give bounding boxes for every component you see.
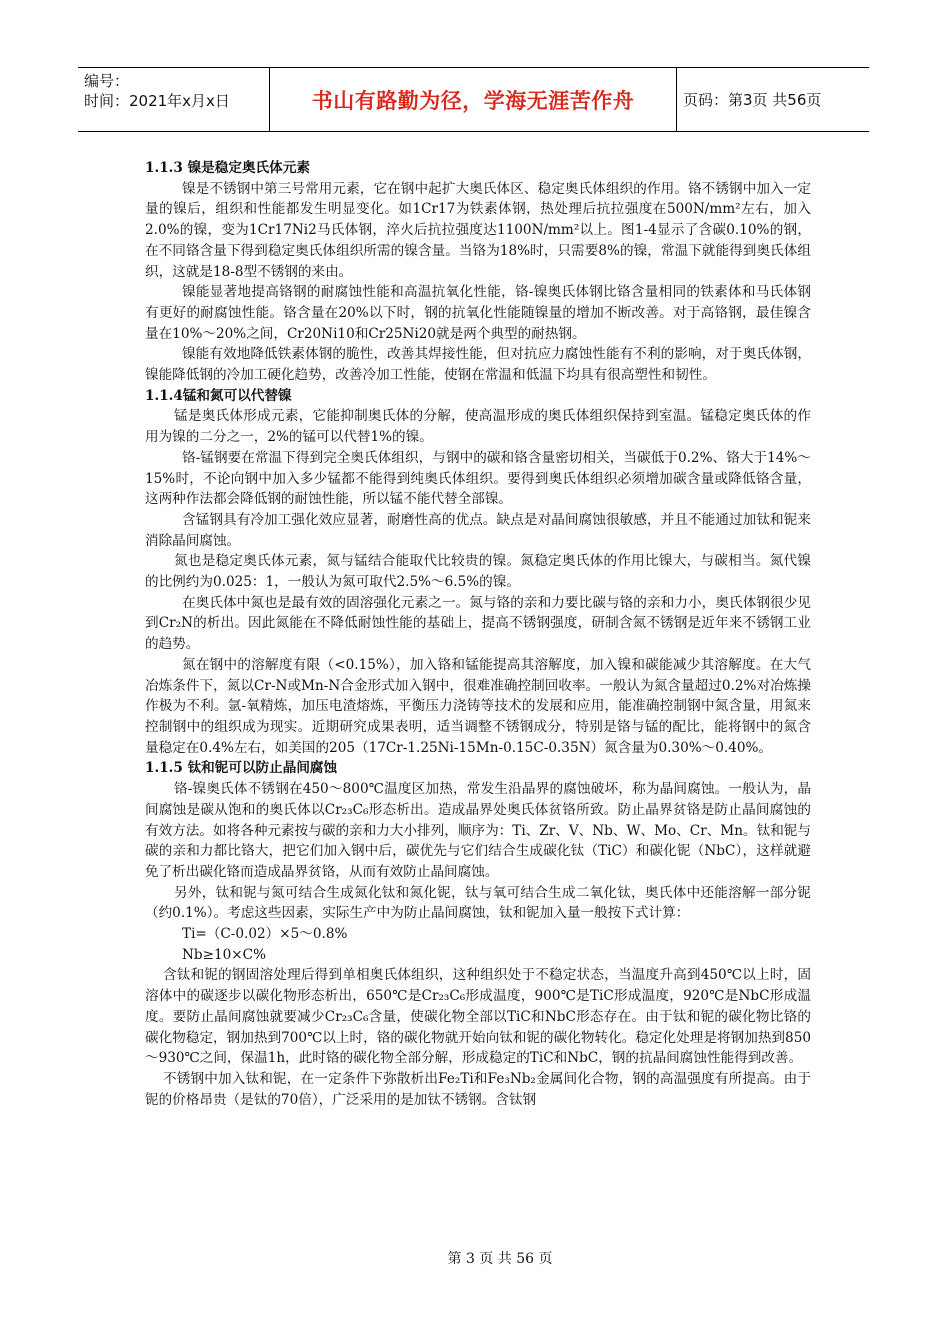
paragraph: 镍能有效地降低铁素体钢的脆性，改善其焊接性能，但对抗应力腐蚀性能有不利的影响，对于奥氏体钢，镍能降低钢的冷加工硬化趋势，改善冷加工性能，使钢在常温和低温下均具有很高塑性和韧性。: [145, 346, 811, 384]
paragraph: 氮也是稳定奥氏体元素，氮与锰结合能取代比较贵的镍。氮稳定奥氏体的作用比镍大，与碳相当。氮代镍的比例约为0.025：1，一般认为氮可取代2.5%～6.5%的镍。: [145, 553, 811, 591]
document-date-label: 时间：2021年x月x日: [84, 92, 230, 110]
paragraph: 在奥氏体中氮也是最有效的固溶强化元素之一。氮与铬的亲和力要比碳与铬的亲和力小，奥氏体钢很少见到Cr₂N的析出。因此氮能在不降低耐蚀性能的基础上，提高不锈钢强度，研制含氮不锈钢是近年来不锈钢工业的趋势。: [145, 594, 811, 653]
paragraph: 另外，钛和铌与氮可结合生成氮化钛和氮化铌，钛与氧可结合生成二氧化钛，奥氏体中还能溶解一部分铌（约0.1%）。考虑这些因素，实际生产中为防止晶间腐蚀，钛和铌加入量一般按下式计算：: [145, 884, 811, 922]
paragraph: 氮在钢中的溶解度有限（<0.15%），加入铬和锰能提高其溶解度，加入镍和碳能减少其溶解度。在大气冶炼条件下，氮以Cr-N或Mn-N合金形式加入钢中，很难准确控制回收率。一般认为氮含量超过0.2%对冶炼操作极为不利。氩-氧精炼，加压电渣熔炼，平衡压力浇铸等技术的发展和应用，能准确控制钢中氮含量，用氮来控制钢中的组织成为现实。近期研究成果表明，适当调整不锈钢成分，特别是铬与锰的配比，能将钢中的氮含量稳定在0.4%左右，如美国的205（17Cr-1.25Ni-15Mn-0.15C-0.35N）氮含量为0.30%～0.40%。: [145, 656, 811, 756]
formula: Nb≥10×C%: [182, 946, 266, 963]
section-heading: 1.1.5 钛和铌可以防止晶间腐蚀: [145, 760, 338, 777]
paragraph: 铬-镍奥氏体不锈钢在450～800℃温度区加热，常发生沿晶界的腐蚀破坏，称为晶间腐蚀。一般认为，晶间腐蚀是碳从饱和的奥氏体以Cr₂₃C₆形态析出。造成晶界处奥氏体贫铬所致。防止晶界贫铬是防止晶间腐蚀的有效方法。如将各种元素按与碳的亲和力大小排列，顺序为：Ti、Zr、V、Nb、W、Mo、Cr、Mn。钛和铌与碳的亲和力都比铬大，把它们加入钢中后，碳优先与它们结合生成碳化钛（TiC）和碳化铌（NbC），这样就避免了析出碳化铬而造成晶界贫铬，从而有效防止晶间腐蚀。: [145, 781, 811, 880]
header-motto: 书山有路勤为径，学海无涯苦作舟: [311, 88, 635, 113]
header-meta-cell: [78, 68, 270, 131]
paragraph: 镍能显著地提高铬钢的耐腐蚀性能和高温抗氧化性能，铬-镍奥氏体钢比铬含量相同的铁素体和马氏体钢有更好的耐腐蚀性能。铬含量在20%以下时，钢的抗氧化性能随镍量的增加不断改善。对于高铬钢，最佳镍含量在10%～20%之间，Cr20Ni10和Cr25Ni20就是两个典型的耐热钢。: [145, 284, 811, 342]
formula: Ti=（C-0.02）×5～0.8%: [182, 926, 348, 943]
section-heading: 1.1.3 镍是稳定奥氏体元素: [145, 160, 310, 176]
paragraph: 含锰钢具有冷加工强化效应显著，耐磨性高的优点。缺点是对晶间腐蚀很敏感，并且不能通过加钛和铌来消除晶间腐蚀。: [145, 511, 811, 549]
page-header: [78, 67, 869, 132]
section-heading: 1.1.4锰和氮可以代替镍: [145, 387, 292, 404]
document-body: [145, 158, 811, 1110]
page-footer: 第 3 页 共 56 页: [447, 1251, 553, 1267]
paragraph: 镍是不锈钢中第三号常用元素，它在钢中起扩大奥氏体区、稳定奥氏体组织的作用。铬不锈钢中加入一定量的镍后，组织和性能都发生明显变化。如1Cr17为铁素体钢，热处理后抗拉强度在500N/mm²左右，加入2.0%的镍，变为1Cr17Ni2马氏体钢，淬火后抗拉强度达1100N/mm²以上。图1-4显示了含碳0.10%的钢，在不同铬含量下得到稳定奥氏体组织所需的镍含量。当铬为18%时，只需要8%的镍，常温下就能得到奥氏体组织，这就是18-8型不锈钢的来由。: [145, 180, 811, 280]
header-page-info: 页码：第3页 共56页: [683, 91, 822, 109]
paragraph: 铬-锰钢要在常温下得到完全奥氏体组织，与钢中的碳和铬含量密切相关，当碳低于0.2%、铬大于14%～15%时，不论向钢中加入多少锰都不能得到纯奥氏体组织。要得到奥氏体组织必须增加碳含量或降低铬含量，这两种作法都会降低钢的耐蚀性能，所以锰不能代替全部镍。: [145, 449, 811, 508]
document-number-label: 编号：: [84, 72, 130, 90]
header-motto-cell: [270, 68, 677, 131]
paragraph: 含钛和铌的钢固溶处理后得到单相奥氏体组织，这种组织处于不稳定状态，当温度升高到450℃以上时，固溶体中的碳逐步以碳化物形态析出，650℃是Cr₂₃C₆形成温度，900℃是TiC形成温度，920℃是NbC形成温度。要防止晶间腐蚀就要减少Cr₂₃C₆含量，使碳化物全部以TiC和NbC形态存在。由于钛和铌的碳化物比铬的碳化物稳定，钢加热到700℃以上时，铬的碳化物就开始向钛和铌的碳化物转化。稳定化处理是将钢加热到850～930℃之间，保温1h，此时铬的碳化物全部分解，形成稳定的TiC和NbC，钢的抗晶间腐蚀性能得到改善。: [145, 967, 811, 1067]
paragraph: 锰是奥氏体形成元素，它能抑制奥氏体的分解，使高温形成的奥氏体组织保持到室温。锰稳定奥氏体的作用为镍的二分之一，2%的锰可以代替1%的镍。: [145, 408, 811, 446]
paragraph: 不锈钢中加入钛和铌，在一定条件下弥散析出Fe₂Ti和Fe₃Nb₂金属间化合物，钢的高温强度有所提高。由于铌的价格昂贵（是钛的70倍），广泛采用的是加钛不锈钢。含钛钢: [145, 1070, 811, 1108]
header-page-cell: [677, 68, 869, 131]
